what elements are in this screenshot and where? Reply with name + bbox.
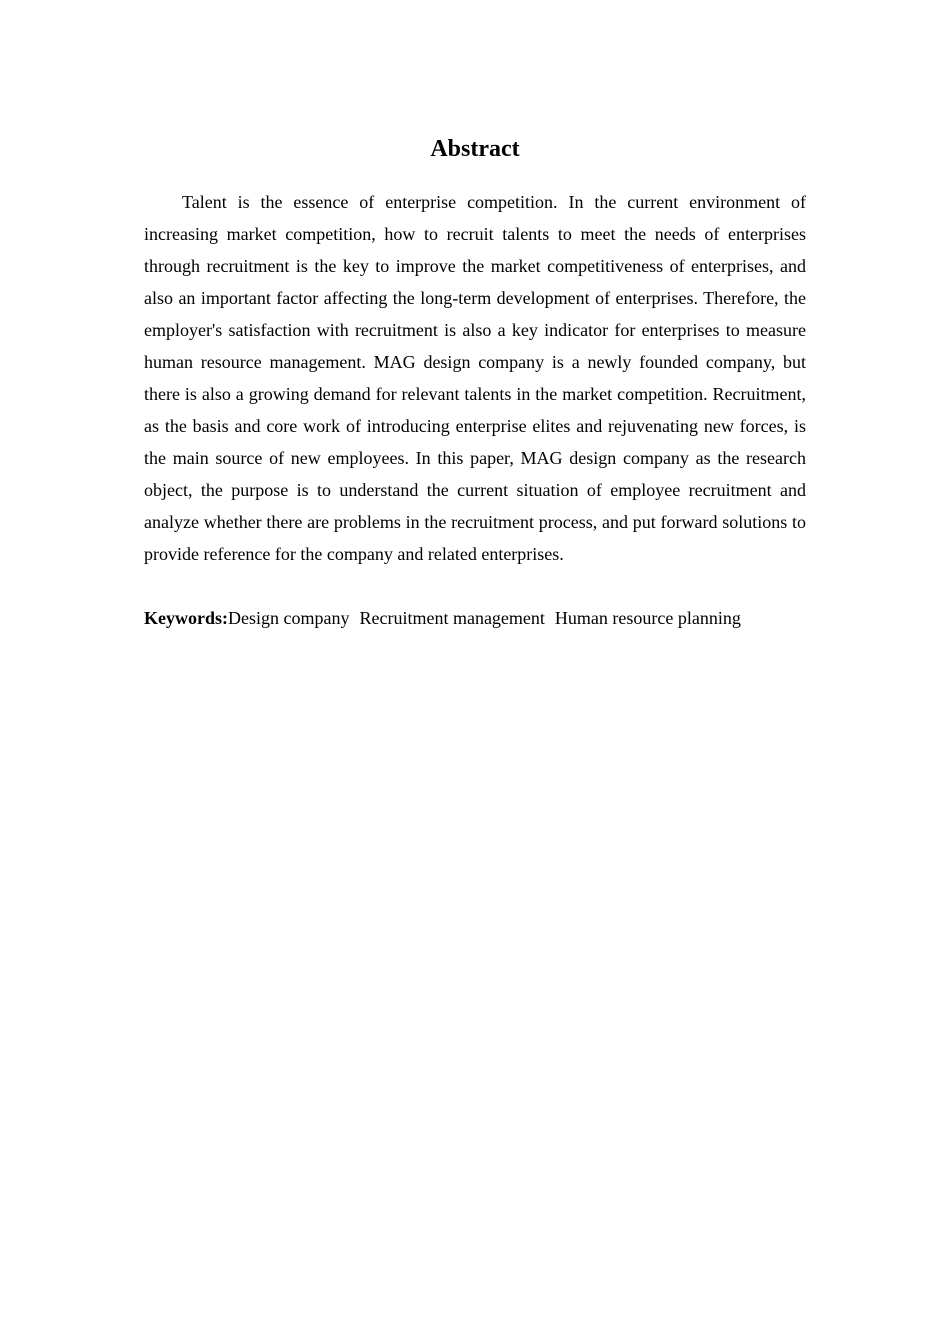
keywords-line bbox=[144, 602, 806, 634]
abstract-section bbox=[144, 132, 806, 634]
keyword-item: Recruitment management bbox=[359, 608, 545, 628]
keyword-item: Design company bbox=[228, 608, 350, 628]
keywords-label: Keywords: bbox=[144, 608, 228, 628]
abstract-paragraph: Talent is the essence of enterprise competition. In the current environment of increasing market competition, how to recruit talents to meet the needs of enterprises through recruitment is the key to improve the market competitiveness of enterprises, and also an important factor affecting the long-term development of enterprises. Therefore, the employer's satisfaction with recruitment is also a key indicator for enterprises to measure human resource management. MAG design company is a newly founded company, but there is also a growing demand for relevant talents in the market competition. Recruitment, as the basis and core work of introducing enterprise elites and rejuvenating new forces, is the main source of new employees. In this paper, MAG design company as the research object, the purpose is to understand the current situation of employee recruitment and analyze whether there are problems in the recruitment process, and put forward solutions to provide reference for the company and related enterprises. bbox=[144, 192, 806, 564]
page-title: Abstract bbox=[430, 136, 520, 162]
keyword-item: Human resource planning bbox=[554, 608, 741, 628]
